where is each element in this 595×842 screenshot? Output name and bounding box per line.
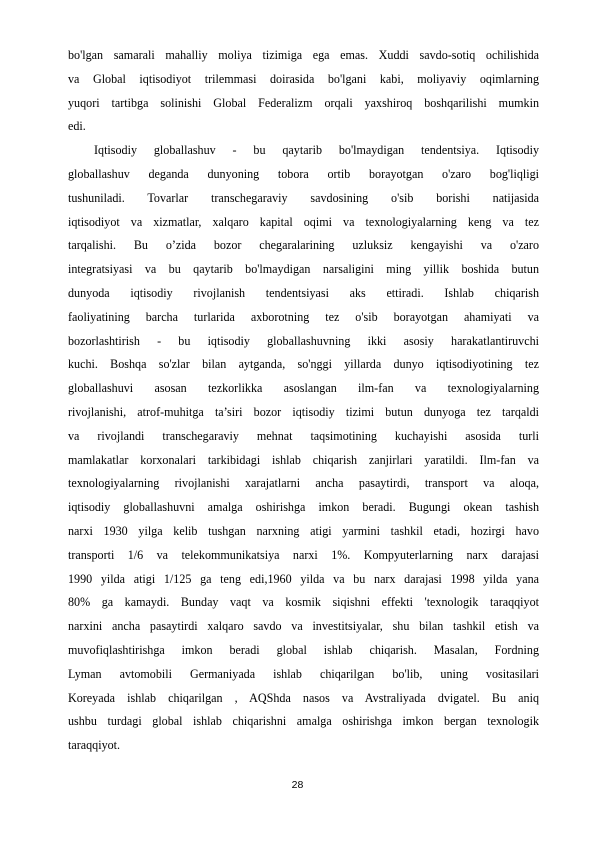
text-line: narxini ancha pasaytirdi xalqaro savdo va investitsiyalar, shu bilan tashkil etish va [68,619,539,634]
text-line: kuchi. Boshqa so'zlar bilan aytganda, so'nggi yillarda dunyo iqtisodiyotining tez [68,357,539,372]
text-line: 1990 yilda atigi 1/125 ga teng edi,1960 yilda va bu narx darajasi 1998 yilda yana [68,571,539,586]
text-line: va Global iqtisodiyot trilemmasi doirasida bo'lgani kabi, moliyaviy oqimlarning [68,71,539,86]
text-line: taraqqiyot. [68,738,121,753]
text-line: tarqalishi. Bu o’zida bozor chegaralarining uzluksiz kengayishi va o'zaro [68,238,539,253]
text-line: Lyman avtomobili Germaniyada ishlab chiqarilgan bo'lib, uning vositasilari [68,666,539,681]
text-line: iqtisodiyot va xizmatlar, xalqaro kapital oqimi va texnologiyalarning keng va tez [68,214,539,229]
paragraph [68,44,539,139]
text-line: globallashuvi asosan tezkorlikka asoslangan ilm-fan va texnologiyalarning [68,381,539,396]
text-line: 80% ga kamaydi. Bunday vaqt va kosmik siqishni effekti 'texnologik taraqqiyot [68,595,539,610]
text-line: tushuniladi. Tovarlar transchegaraviy savdosining o'sib borishi natijasida [68,190,539,205]
text-line: ushbu turdagi global ishlab chiqarishni amalga oshirishga imkon bergan texnologik [68,714,539,729]
text-line: Iqtisodiy globallashuv - bu qaytarib bo'lmaydigan tendentsiya. Iqtisodiy [94,143,539,158]
text-line: faoliyatining barcha turlarida axborotning tez o'sib borayotgan ahamiyati va [68,309,539,324]
text-line: yuqori tartibga solinishi Global Federalizm orqali yaxshiroq boshqarilishi mumkin [68,95,539,110]
text-line: va rivojlandi transchegaraviy mehnat taqsimotining kuchayishi asosida turli [68,428,539,443]
text-line: bo'lgan samarali mahalliy moliya tizimiga ega emas. Xuddi savdo-sotiq ochilishida [68,48,539,62]
text-line: narxi 1930 yilga kelib tushgan narxning atigi yarmini tashkil etadi, hozirgi havo [68,523,539,538]
text-line: texnologiyalarning rivojlanishi xarajatlarni ancha pasaytirdi, transport va aloqa, [68,476,539,491]
document-page [68,44,539,758]
text-line: edi. [68,119,86,134]
text-line: dunyoda iqtisodiy rivojlanish tendentsiyasi aks ettiradi. Ishlab chiqarish [68,285,539,300]
paragraph [68,139,539,758]
text-line: bozorlashtirish - bu iqtisodiy globallashuvning ikki asosiy harakatlantiruvchi [68,333,539,348]
text-line: mamlakatlar korxonalari tarkibidagi ishlab chiqarish zanjirlari yaratildi. Ilm-fan va [68,452,539,467]
text-line: iqtisodiy globallashuvni amalga oshirishga imkon beradi. Bugungi okean tashish [68,500,539,515]
text-line: transporti 1/6 va telekommunikatsiya narxi 1%. Kompyuterlarning narx darajasi [68,547,539,562]
text-line: globallashuv deganda dunyoning tobora ortib borayotgan o'zaro bog'liqligi [68,166,539,181]
text-line: integratsiyasi va bu qaytarib bo'lmaydigan narsaligini ming yillik boshida butun [68,262,539,277]
text-line: rivojlanishi, atrof-muhitga ta’siri bozor iqtisodiy tizimi butun dunyoga tez tarqaldi [68,404,539,419]
text-line: Koreyada ishlab chiqarilgan , AQShda nasos va Avstraliyada dvigatel. Bu aniq [68,690,539,705]
page-number: 28 [291,779,304,791]
text-line: muvofiqlashtirishga imkon beradi global ishlab chiqarish. Masalan, Fordning [68,642,539,657]
